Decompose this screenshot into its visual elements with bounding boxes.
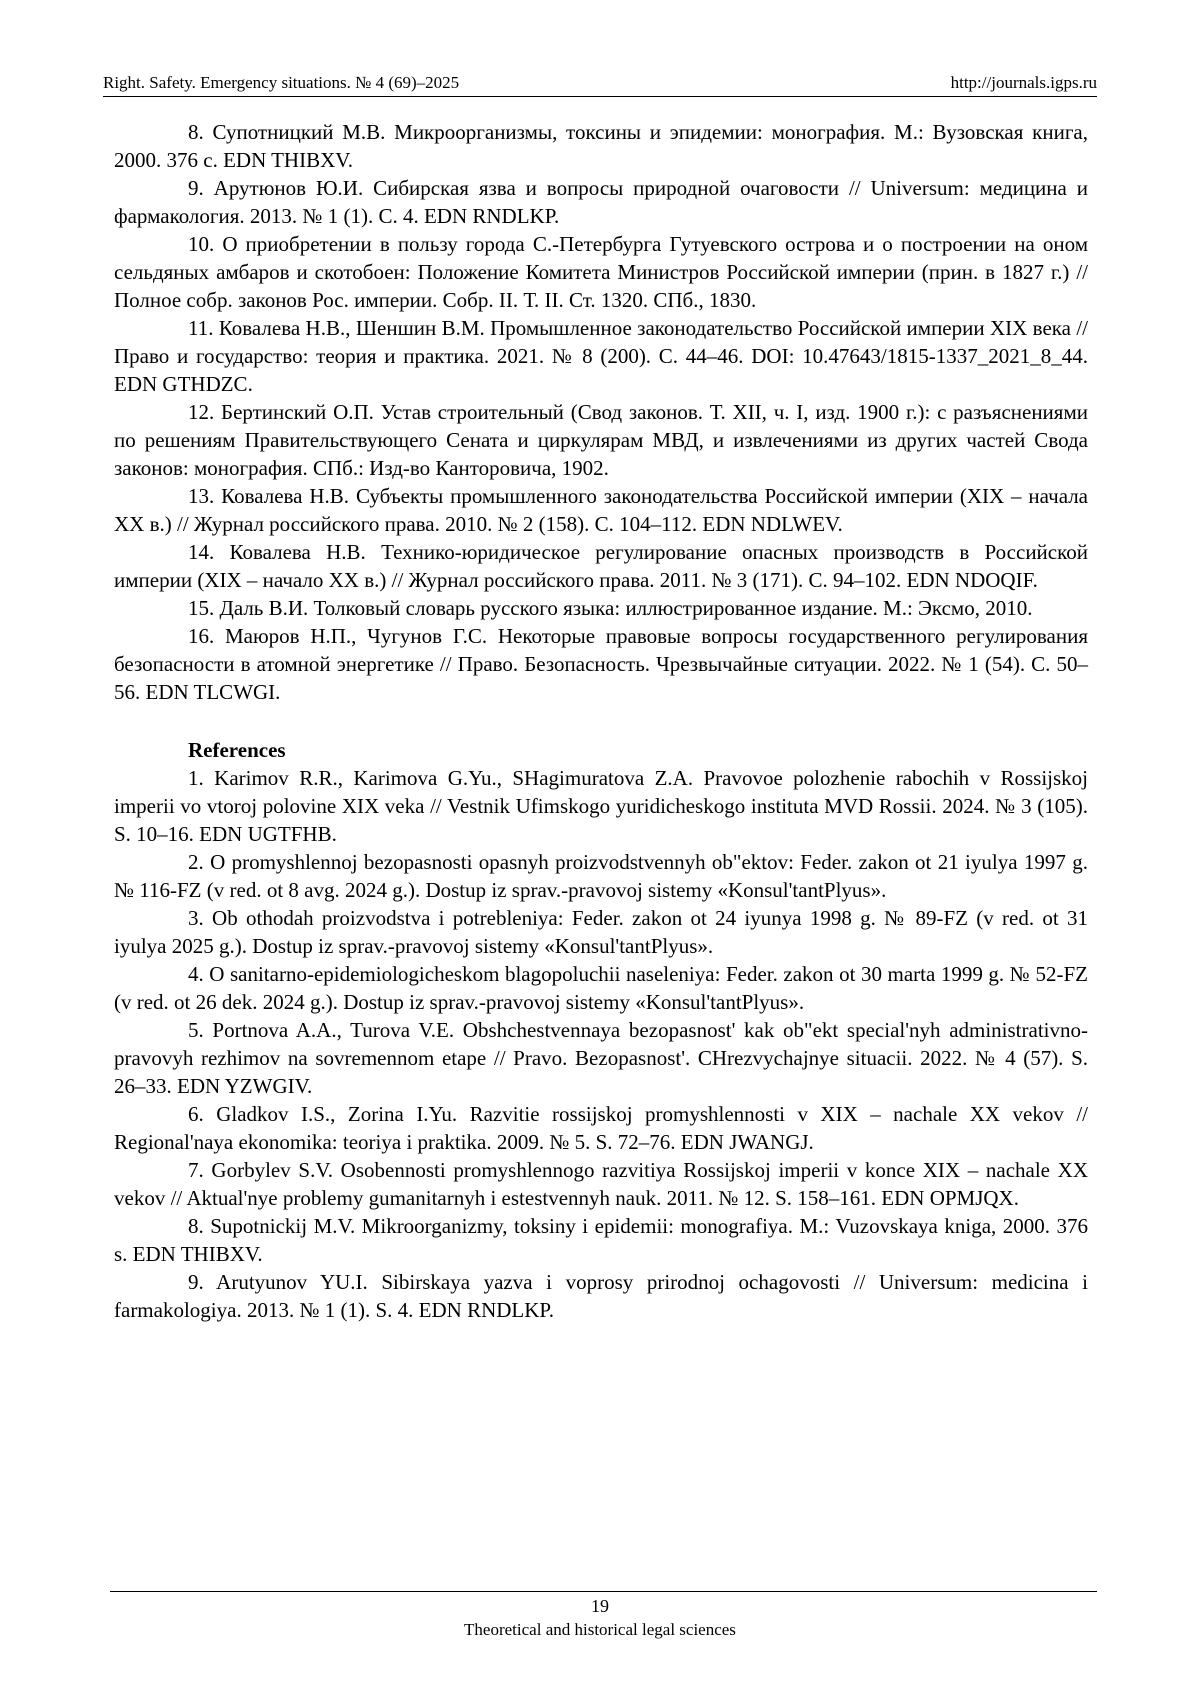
russian-reference-list [114, 118, 1088, 706]
reference-item: 10. О приобретении в пользу города С.-Петербурга Гутуевского острова и о построении на оном сельдяных амбаров и скотобоен: Положение Комитета Министров Российской империи (прин. в 1827 г.) // Полное собр. законов Рос. империи. Собр. II. Т. II. Ст. 1320. СПб., 1830. [114, 232, 1088, 312]
journal-url[interactable]: http://journals.igps.ru [950, 73, 1097, 92]
reference-item: 4. O sanitarno-epidemiologicheskom blagopoluchii naseleniya: Feder. zakon ot 30 marta 1999 g. № 52-FZ (v red. ot 26 dek. 2024 g.). Dostup iz sprav.-pravovoj sistemy «Konsul'tantPlyus». [114, 962, 1088, 1014]
reference-item: 9. Арутюнов Ю.И. Сибирская язва и вопросы природной очаговости // Universum: медицина и фармакология. 2013. № 1 (1). С. 4. EDN RNDLKP. [114, 176, 1088, 228]
reference-item: 7. Gorbylev S.V. Osobennosti promyshlennogo razvitiya Rossijskoj imperii v konce XIX – nachale XX vekov // Aktual'nye problemy gumanitarnyh i estestvennyh nauk. 2011. № 12. S. 158–161. EDN OPMJQX. [114, 1158, 1088, 1210]
running-header [103, 72, 1097, 97]
reference-content [114, 118, 1088, 1324]
english-reference-list [114, 764, 1088, 1324]
reference-item: 5. Portnova A.A., Turova V.E. Obshchestvennaya bezopasnost' kak ob"ekt special'nyh administrativno-pravovyh rezhimov na sovremennom etape // Pravo. Bezopasnost'. CHrezvychajnye situacii. 2022. № 4 (57). S. 26–33. EDN YZWGIV. [114, 1018, 1088, 1098]
reference-item: 6. Gladkov I.S., Zorina I.Yu. Razvitie rossijskoj promyshlennosti v XIX – nachale XX vekov // Regional'naya ekonomika: teoriya i praktika. 2009. № 5. S. 72–76. EDN JWANGJ. [114, 1102, 1088, 1154]
reference-item: 16. Маюров Н.П., Чугунов Г.С. Некоторые правовые вопросы государственного регулирования безопасности в атомной энергетике // Право. Безопасность. Чрезвычайные ситуации. 2022. № 1 (54). С. 50–56. EDN TLCWGI. [114, 624, 1088, 704]
reference-item: 13. Ковалева Н.В. Субъекты промышленного законодательства Российской империи (XIX – начала XX в.) // Журнал российского права. 2010. № 2 (158). С. 104–112. EDN NDLWEV. [114, 484, 1088, 536]
reference-item: 3. Ob othodah proizvodstva i potrebleniya: Feder. zakon ot 24 iyunya 1998 g. № 89-FZ (v red. ot 31 iyulya 2025 g.). Dostup iz sprav.-pravovoj sistemy «Konsul'tantPlyus». [114, 906, 1088, 958]
footer-divider [110, 1591, 1097, 1592]
reference-item: 15. Даль В.И. Толковый словарь русского языка: иллюстрированное издание. М.: Эксмо, 2010. [188, 596, 1033, 620]
reference-item: 1. Karimov R.R., Karimova G.Yu., SHagimuratova Z.A. Pravovoe polozhenie rabochih v Rossijskoj imperii vo vtoroj polovine XIX veka // Vestnik Ufimskogo yuridicheskogo instituta MVD Rossii. 2024. № 3 (105). S. 10–16. EDN UGTFHB. [114, 766, 1088, 846]
reference-item: 9. Arutyunov YU.I. Sibirskaya yazva i voprosy prirodnoj ochagovosti // Universum: medicina i farmakologiya. 2013. № 1 (1). S. 4. EDN RNDLKP. [114, 1270, 1088, 1322]
reference-item: 2. O promyshlennoj bezopasnosti opasnyh proizvodstvennyh ob"ektov: Feder. zakon ot 21 iyulya 1997 g. № 116-FZ (v red. ot 8 avg. 2024 g.). Dostup iz sprav.-pravovoj sistemy «Konsul'tantPlyus». [114, 850, 1088, 902]
reference-item: 8. Супотницкий М.В. Микроорганизмы, токсины и эпидемии: монография. М.: Вузовская книга, 2000. 376 с. EDN THIBXV. [114, 120, 1088, 172]
reference-item: 14. Ковалева Н.В. Технико-юридическое регулирование опасных производств в Российской империи (XIX – начало XX в.) // Журнал российского права. 2011. № 3 (171). С. 94–102. EDN NDOQIF. [114, 540, 1088, 592]
reference-item: 11. Ковалева Н.В., Шеншин В.М. Промышленное законодательство Российской империи XIX века // Право и государство: теория и практика. 2021. № 8 (200). С. 44–46. DOI: 10.47643/1815-1337_2021_8_44. EDN GTHDZC. [114, 316, 1088, 396]
footer-section-title: Theoretical and historical legal sciences [464, 1620, 736, 1639]
journal-title: Right. Safety. Emergency situations. № 4 (69)–2025 [103, 73, 460, 92]
reference-item: 8. Supotnickij M.V. Mikroorganizmy, toksiny i epidemii: monografiya. M.: Vuzovskaya kniga, 2000. 376 s. EDN THIBXV. [114, 1214, 1088, 1266]
reference-item: 12. Бертинский О.П. Устав строительный (Свод законов. Т. XII, ч. I, изд. 1900 г.): с разъяснениями по решениям Правительствующего Сената и циркулярам МВД, и извлечениями из других частей Свода законов: монография. СПб.: Изд-во Канторовича, 1902. [114, 400, 1088, 480]
page-number: 19 [591, 1596, 609, 1616]
references-heading: References [188, 738, 286, 762]
